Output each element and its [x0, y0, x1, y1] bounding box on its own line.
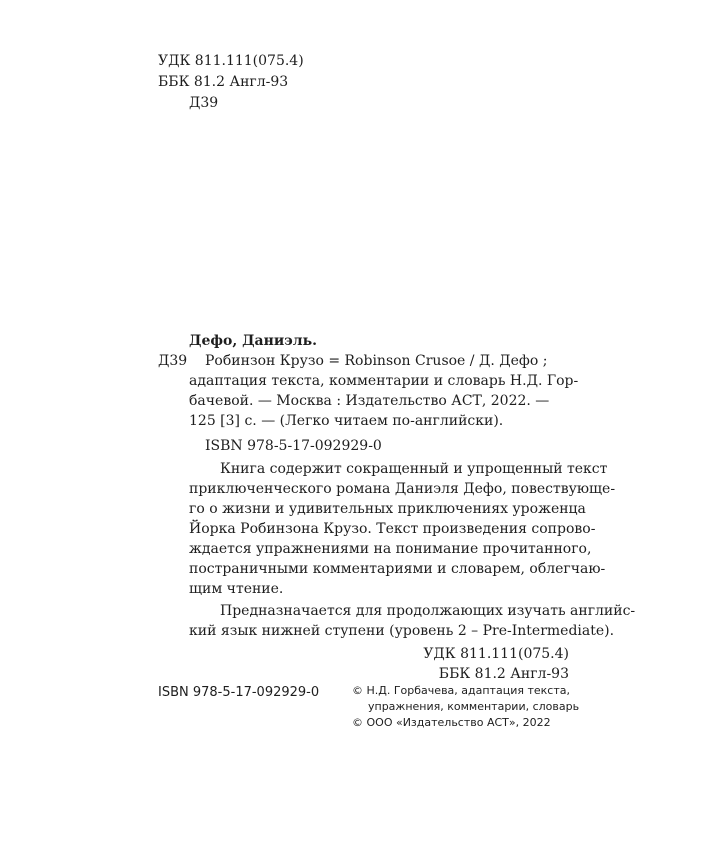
entry-desc-line: бачевой. — Москва : Издательство АСТ, 2022. —: [189, 393, 550, 409]
header-author-code: Д39: [189, 95, 219, 111]
entry-desc-line: адаптация текста, комментарии и словарь Н.Д. Гор-: [189, 373, 579, 389]
entry-author: Дефо, Даниэль.: [189, 333, 317, 349]
footer-udk: УДК 811.111(075.4): [423, 646, 569, 662]
annotation-line: Книга содержит сокращенный и упрощенный текст: [220, 461, 608, 477]
annotation-line: постраничными комментариями и словарем, облегчаю-: [189, 561, 606, 577]
header-udk: УДК 811.111(075.4): [158, 53, 304, 69]
annotation-line: го о жизни и удивительных приключениях уроженца: [189, 501, 586, 517]
annotation-line: Йорка Робинзона Крузо. Текст произведения сопрово-: [189, 521, 596, 537]
copyright-line: © Н.Д. Горбачева, адаптация текста,: [352, 684, 570, 697]
copyright-line: © ООО «Издательство АСТ», 2022: [352, 716, 551, 729]
annotation-line: кий язык нижней ступени (уровень 2 – Pre-Intermediate).: [189, 623, 615, 639]
annotation-line: приключенческого романа Даниэля Дефо, повествующе-: [189, 481, 616, 497]
entry-desc-line: 125 [3] с. — (Легко читаем по-английски).: [189, 413, 504, 429]
entry-isbn: ISBN 978-5-17-092929-0: [205, 438, 382, 454]
copyright-line: упражнения, комментарии, словарь: [368, 700, 580, 713]
bottom-isbn: ISBN 978-5-17-092929-0: [158, 685, 320, 700]
annotation-line: щим чтение.: [189, 581, 284, 597]
annotation-line: Предназначается для продолжающих изучать английс-: [220, 603, 636, 619]
header-bbk: ББК 81.2 Англ-93: [158, 74, 289, 90]
footer-bbk: ББК 81.2 Англ-93: [438, 666, 569, 682]
entry-desc-line: Робинзон Крузо = Robinson Crusoe / Д. Дефо ;: [205, 353, 548, 369]
annotation-line: ждается упражнениями на понимание прочитанного,: [189, 541, 592, 557]
entry-author-code: Д39: [158, 353, 188, 369]
